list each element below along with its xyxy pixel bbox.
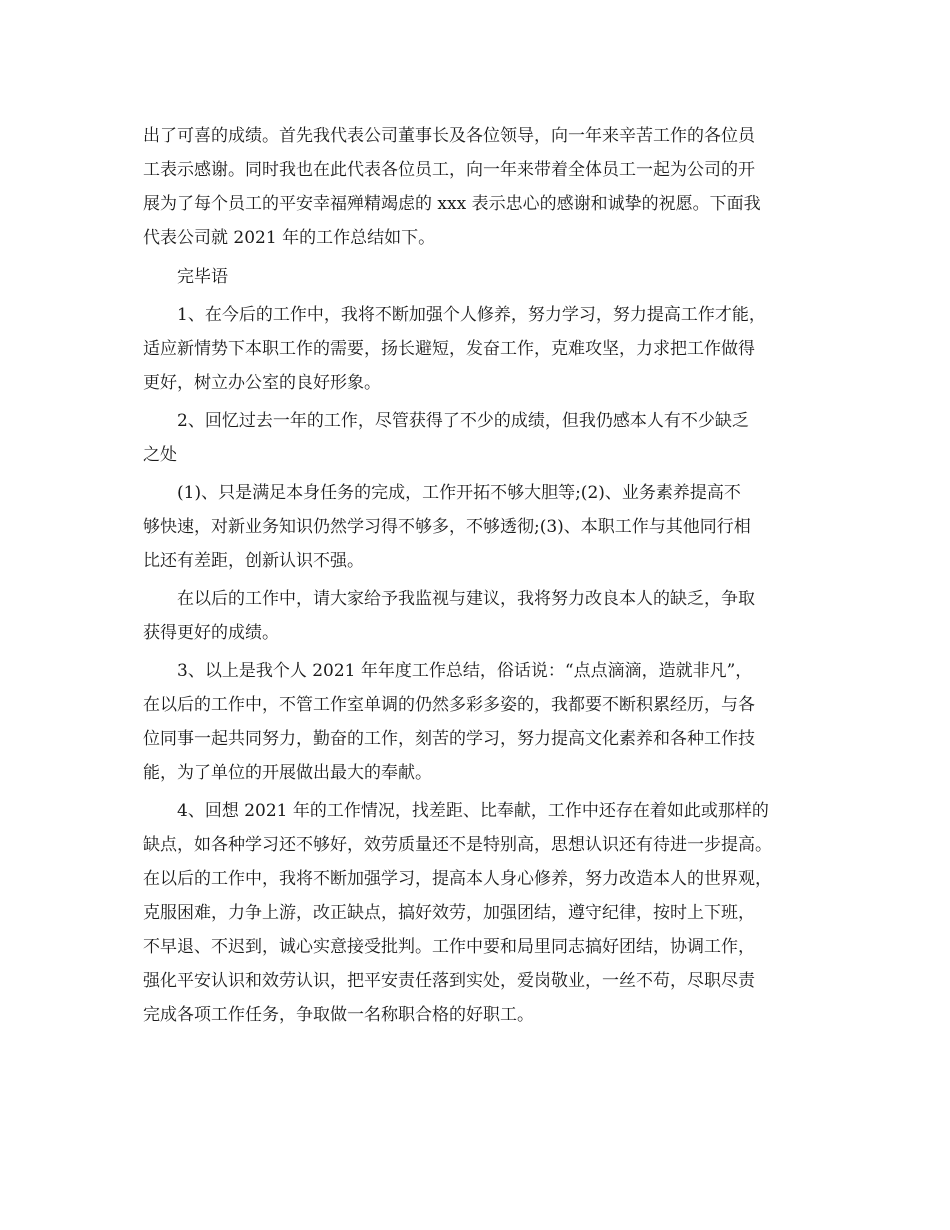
text-line: 够快速，对新业务知识仍然学习得不够多，不够透彻;(3)、本职工作与其他同行相 <box>143 517 751 537</box>
text-line: 工表示感谢。同时我也在此代表各位员工，向一年来带着全体员工一起为公司的开 <box>143 160 755 180</box>
text-line: 比还有差距，创新认识不强。 <box>143 551 364 571</box>
text-line: 适应新情势下本职工作的需要，扬长避短，发奋工作，克难攻坚，力求把工作做得 <box>143 339 755 359</box>
text-line: 在以后的工作中，我将不断加强学习，提高本人身心修养，努力改造本人的世界观， <box>143 869 772 889</box>
text-line: 不早退、不迟到，诚心实意接受批判。工作中要和局里同志搞好团结，协调工作， <box>143 937 755 957</box>
text-line: 代表公司就 2021 年的工作总结如下。 <box>143 228 436 248</box>
text-line: 克服困难，力争上游，改正缺点，搞好效劳，加强团结，遵守纪律，按时上下班， <box>143 903 755 923</box>
text-line: 出了可喜的成绩。首先我代表公司董事长及各位领导，向一年来辛苦工作的各位员 <box>143 126 755 146</box>
text-line: 4、回想 2021 年的工作情况，找差距、比奉献，工作中还存在着如此或那样的 <box>177 801 769 821</box>
text-line: 在以后的工作中，请大家给予我监视与建议，我将努力改良本人的缺乏，争取 <box>177 589 755 609</box>
text-line: 强化平安认识和效劳认识，把平安责任落到实处，爱岗敬业，一丝不苟，尽职尽责 <box>143 971 755 991</box>
text-line: (1)、只是满足本身任务的完成，工作开拓不够大胆等;(2)、业务素养提高不 <box>177 483 741 503</box>
text-line: 位同事一起共同努力，勤奋的工作，刻苦的学习，努力提高文化素养和各种工作技 <box>143 729 755 749</box>
text-line: 更好，树立办公室的良好形象。 <box>143 373 381 393</box>
text-line: 能，为了单位的开展做出最大的奉献。 <box>143 763 432 783</box>
section-heading: 完毕语 <box>177 267 228 287</box>
text-line: 1、在今后的工作中，我将不断加强个人修养，努力学习，努力提高工作才能， <box>177 305 766 325</box>
text-line: 3、以上是我个人 2021 年年度工作总结，俗话说：“点点滴滴，造就非凡”， <box>177 661 753 681</box>
text-line: 2、回忆过去一年的工作，尽管获得了不少的成绩，但我仍感本人有不少缺乏 <box>177 411 749 431</box>
text-line: 缺点，如各种学习还不够好，效劳质量还不是特别高，思想认识还有待进一步提高。 <box>143 835 772 855</box>
text-line: 完成各项工作任务，争取做一名称职合格的好职工。 <box>143 1005 534 1025</box>
text-line: 展为了每个员工的平安幸福殚精竭虑的 xxx 表示忠心的感谢和诚挚的祝愿。下面我 <box>143 194 761 214</box>
text-line: 获得更好的成绩。 <box>143 623 279 643</box>
text-line: 在以后的工作中，不管工作室单调的仍然多彩多姿的，我都要不断积累经历，与各 <box>143 695 755 715</box>
text-line: 之处 <box>143 445 177 465</box>
